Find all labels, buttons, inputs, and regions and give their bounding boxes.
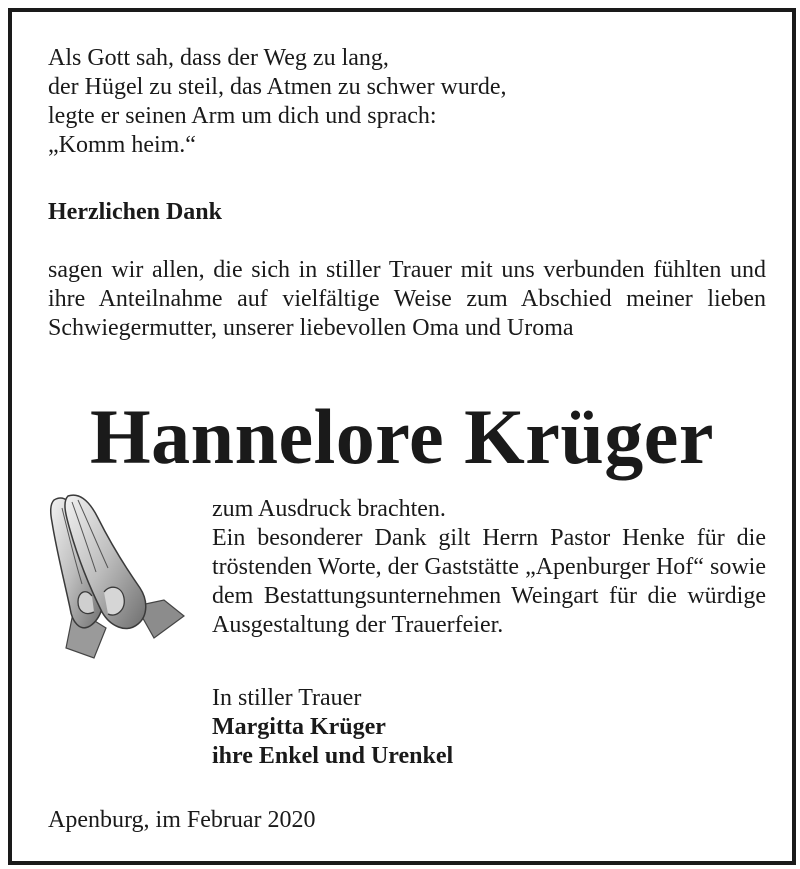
poem-line: der Hügel zu steil, das Atmen zu schwer wurde,	[48, 74, 507, 100]
signature-name: Margitta Krüger	[212, 714, 386, 740]
signature-family: ihre Enkel und Urenkel	[212, 743, 454, 769]
praying-hands-icon	[44, 488, 186, 663]
deceased-name: Hannelore Krüger	[90, 393, 714, 480]
signature-intro: In stiller Trauer	[212, 685, 362, 711]
thanks-paragraph: sagen wir allen, die sich in stiller Trauer mit uns verbunden fühlten und ihre Anteilnahme auf vielfältige Weise zum Abschied meiner lieben Schwiegermutter, unserer liebevollen Oma und Uroma	[48, 257, 766, 341]
poem-line: legte er seinen Arm um dich und sprach:	[48, 103, 437, 129]
closing-line: zum Ausdruck brachten.	[212, 496, 446, 522]
poem-line: Als Gott sah, dass der Weg zu lang,	[48, 45, 389, 71]
obituary-notice	[8, 8, 796, 865]
place-date: Apenburg, im Februar 2020	[48, 807, 316, 833]
poem	[48, 44, 507, 160]
closing-line: Ein besonderer Dank gilt Herrn Pastor Henke für die tröstenden Worte, der Gaststätte „Apenburger Hof“ sowie dem Bestattungsunternehmen Weingart für die würdige Ausgestaltung der Trauerfeier.	[212, 525, 766, 638]
signature-block	[212, 684, 453, 771]
closing-paragraph	[212, 495, 766, 640]
thanks-heading: Herzlichen Dank	[48, 199, 222, 225]
poem-line: „Komm heim.“	[48, 132, 196, 158]
